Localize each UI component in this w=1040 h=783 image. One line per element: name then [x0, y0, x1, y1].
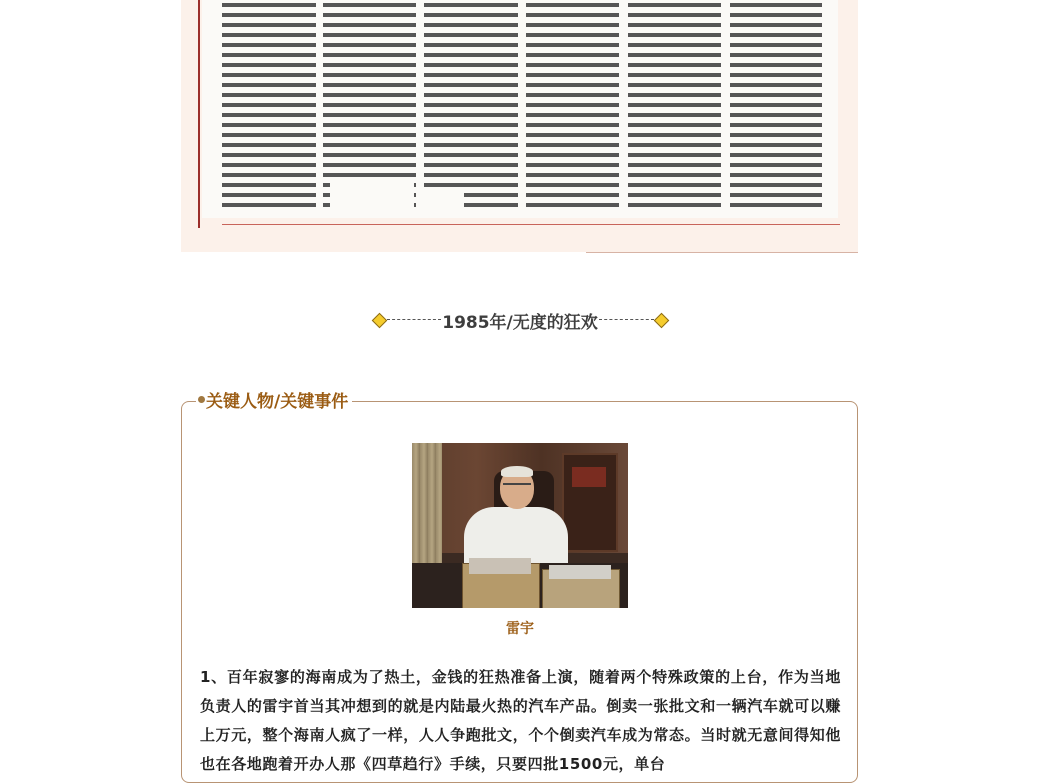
newspaper-blank-area — [330, 180, 414, 210]
diamond-icon — [372, 313, 388, 329]
section-title-text: 1985年/无度的狂欢 — [442, 313, 598, 333]
diamond-icon — [654, 313, 670, 329]
newspaper-column-6 — [730, 0, 822, 210]
section-title — [371, 306, 669, 334]
newspaper-column-1 — [222, 0, 316, 210]
dot-icon — [198, 396, 205, 403]
clipping-red-rule-horizontal — [222, 224, 840, 225]
photo-caption: 雷宇 — [506, 621, 534, 637]
newspaper-column-5 — [628, 0, 721, 210]
article-paragraph: 1、百年寂寥的海南成为了热土，金钱的狂热准备上演，随着两个特殊政策的上台，作为当地负责人的雷宇首当其冲想到的就是内陆最火热的汽车产品。倒卖一张批文和一辆汽车就可以赚上万元，整个海南人疯了一样，人人争跑批文，个个倒卖汽车成为常态。当时就无意间得知他也在各地跑着开办人那《四草趋行》手续，只要四批1500元，单台 — [200, 668, 841, 773]
portrait-photo — [412, 443, 628, 608]
newspaper-clipping-image — [202, 0, 838, 218]
dashed-divider — [599, 319, 654, 320]
dashed-divider — [387, 319, 441, 320]
panel-label-text: 关键人物/关键事件 — [206, 391, 349, 412]
newspaper-column-3 — [424, 0, 518, 210]
panel-label — [196, 388, 352, 410]
newspaper-column-4 — [526, 0, 619, 210]
newspaper-blank-area — [424, 193, 464, 211]
clipping-red-rule-vertical — [198, 0, 200, 228]
newspaper-column-2 — [323, 0, 416, 210]
clipping-bottom-line — [586, 252, 858, 253]
